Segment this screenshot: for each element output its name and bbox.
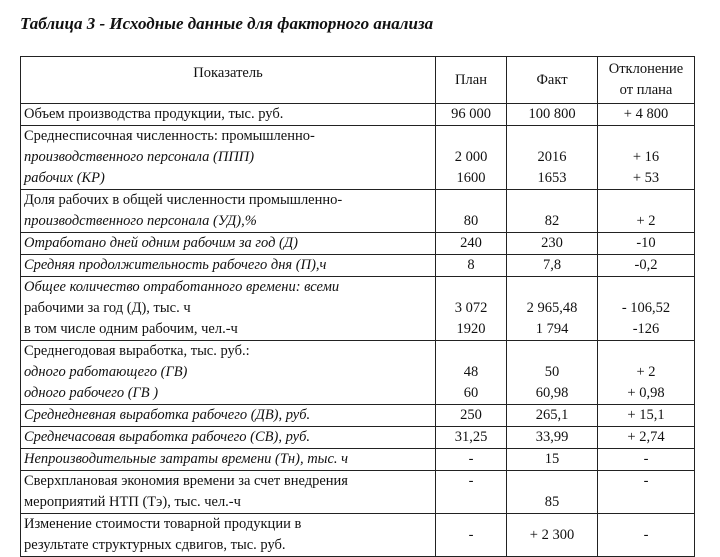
deviation-cell: - — [598, 514, 695, 557]
table-row — [21, 341, 695, 405]
plan-cell: - — [436, 449, 507, 471]
table-row — [21, 514, 695, 557]
plan-cell: - — [436, 514, 507, 557]
deviation-cell: - 106,52 -126 — [598, 277, 695, 341]
deviation-cell: + 2,74 — [598, 427, 695, 449]
table-header-row — [21, 57, 695, 104]
header-plan: План — [436, 57, 507, 104]
indicator-cell: Доля рабочих в общей численности промышленно- производственного персонала (УД),% — [21, 190, 436, 233]
indicator-cell: Изменение стоимости товарной продукции в результате структурных сдвигов, тыс. руб. — [21, 514, 436, 557]
indicator-cell: Средняя продолжительность рабочего дня (П),ч — [21, 255, 436, 277]
deviation-cell: -0,2 — [598, 255, 695, 277]
fact-cell: 50 60,98 — [507, 341, 598, 405]
plan-cell: 2 000 1600 — [436, 126, 507, 190]
plan-cell: 8 — [436, 255, 507, 277]
fact-cell: 15 — [507, 449, 598, 471]
fact-cell: 33,99 — [507, 427, 598, 449]
indicator-cell: Среднегодовая выработка, тыс. руб.: одного работающего (ГВ) одного рабочего (ГВ ) — [21, 341, 436, 405]
deviation-cell: - — [598, 449, 695, 471]
table-row — [21, 427, 695, 449]
plan-cell: 31,25 — [436, 427, 507, 449]
table-row — [21, 277, 695, 341]
plan-cell: 250 — [436, 405, 507, 427]
indicator-cell: Объем производства продукции, тыс. руб. — [21, 104, 436, 126]
table-row — [21, 405, 695, 427]
indicator-cell: Отработано дней одним рабочим за год (Д) — [21, 233, 436, 255]
indicator-cell: Общее количество отработанного времени: всеми рабочими за год (Д), тыс. ч в том числе одним рабочим, чел.-ч — [21, 277, 436, 341]
table-title: Таблица 3 - Исходные данные для факторного анализа — [20, 14, 434, 33]
fact-cell: 2016 1653 — [507, 126, 598, 190]
fact-cell: 82 — [507, 190, 598, 233]
deviation-cell: + 2 + 0,98 — [598, 341, 695, 405]
header-deviation: Отклонение от плана — [598, 57, 695, 104]
plan-cell: 240 — [436, 233, 507, 255]
indicator-cell: Среднесписочная численность: промышленно- производственного персонала (ППП) рабочих (КР) — [21, 126, 436, 190]
header-fact: Факт — [507, 57, 598, 104]
indicator-cell: Среднедневная выработка рабочего (ДВ), руб. — [21, 405, 436, 427]
deviation-cell: + 15,1 — [598, 405, 695, 427]
indicator-cell: Среднечасовая выработка рабочего (СВ), руб. — [21, 427, 436, 449]
fact-cell: 230 — [507, 233, 598, 255]
indicator-cell: Непроизводительные затраты времени (Тн), тыс. ч — [21, 449, 436, 471]
fact-cell: + 2 300 — [507, 514, 598, 557]
table-row — [21, 233, 695, 255]
plan-cell: 96 000 — [436, 104, 507, 126]
table-row — [21, 126, 695, 190]
deviation-cell: -10 — [598, 233, 695, 255]
fact-cell: 85 — [507, 471, 598, 514]
fact-cell: 2 965,48 1 794 — [507, 277, 598, 341]
fact-cell: 100 800 — [507, 104, 598, 126]
deviation-cell: + 16 + 53 — [598, 126, 695, 190]
fact-cell: 265,1 — [507, 405, 598, 427]
table-row — [21, 190, 695, 233]
plan-cell: 3 072 1920 — [436, 277, 507, 341]
plan-cell: - — [436, 471, 507, 514]
table-row — [21, 255, 695, 277]
header-indicator: Показатель — [21, 57, 436, 104]
table-row — [21, 104, 695, 126]
factor-analysis-table — [20, 56, 695, 557]
plan-cell: 80 — [436, 190, 507, 233]
plan-cell: 48 60 — [436, 341, 507, 405]
fact-cell: 7,8 — [507, 255, 598, 277]
deviation-cell: + 4 800 — [598, 104, 695, 126]
table-row — [21, 471, 695, 514]
table-row — [21, 449, 695, 471]
deviation-cell: + 2 — [598, 190, 695, 233]
indicator-cell: Сверхплановая экономия времени за счет внедрения мероприятий НТП (Тэ), тыс. чел.-ч — [21, 471, 436, 514]
deviation-cell: - — [598, 471, 695, 514]
